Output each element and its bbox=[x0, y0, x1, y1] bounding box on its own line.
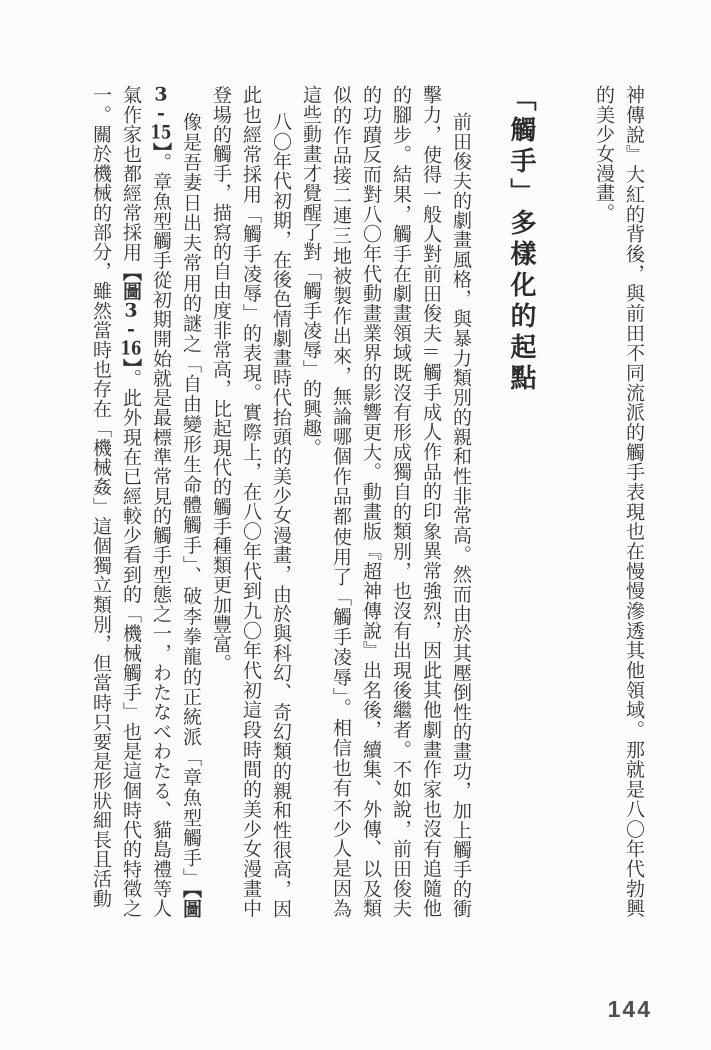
paragraph-3: 像是吾妻日出夫常用的謎之「自由變形生命體觸手」、破李拳龍的正統派「章魚型觸手」【圖3-15】。章魚型觸手從初期開始就是最標準常見的觸手型態之一，わたなべわたる、貓島禮等人氣作家也都經常採用【圖3-16】。此外現在已經較少看到的「機械觸手」也是這個時代的特徵之一。關於機械的部分，雖然當時也存在「機械姦」這個獨立類別，但當時只要是形狀細長且活動 bbox=[90, 85, 202, 918]
article-text bbox=[86, 85, 649, 918]
paragraph-1: 前田俊夫的劇畫風格，與暴力類別的親和性非常高。然而由於其壓倒性的畫功，加上觸手的衝擊力，使得一般人對前田俊夫＝觸手成人作品的印象異常強烈，因此其他劇畫作家也沒有追隨他的腳步。結果，觸手在劇畫領域既沒有形成獨自的類別，也沒有出現後繼者。不如說，前田俊夫的功蹟反而對八〇年代動畫業界的影響更大。動畫版『超神傳說』出名後，續集、外傳、以及類似的作品接二連三地被製作出來，無論哪個作品都使用了「觸手凌辱」。相信也有不少人是因為這些動畫才覺醒了對「觸手凌辱」的興趣。 bbox=[300, 85, 472, 918]
continuation-paragraph: 神傳說』大紅的背後，與前田不同流派的觸手表現也在慢慢滲透其他領域。那就是八〇年代勃興的美少女漫畫。 bbox=[593, 85, 645, 918]
paragraph-2: 八〇年代初期，在後色情劇畫時代抬頭的美少女漫畫，由於與科幻、奇幻類的親和性很高，因此也經常採用「觸手凌辱」的表現。實際上，在八〇年代到九〇年代初這段時間的美少女漫畫中登場的觸手，描寫的自由度非常高，比起現代的觸手種類更加豐富。 bbox=[210, 85, 292, 918]
page-number: 144 bbox=[607, 996, 652, 1022]
section-heading: 「觸手」多樣化的起點 bbox=[506, 85, 536, 395]
